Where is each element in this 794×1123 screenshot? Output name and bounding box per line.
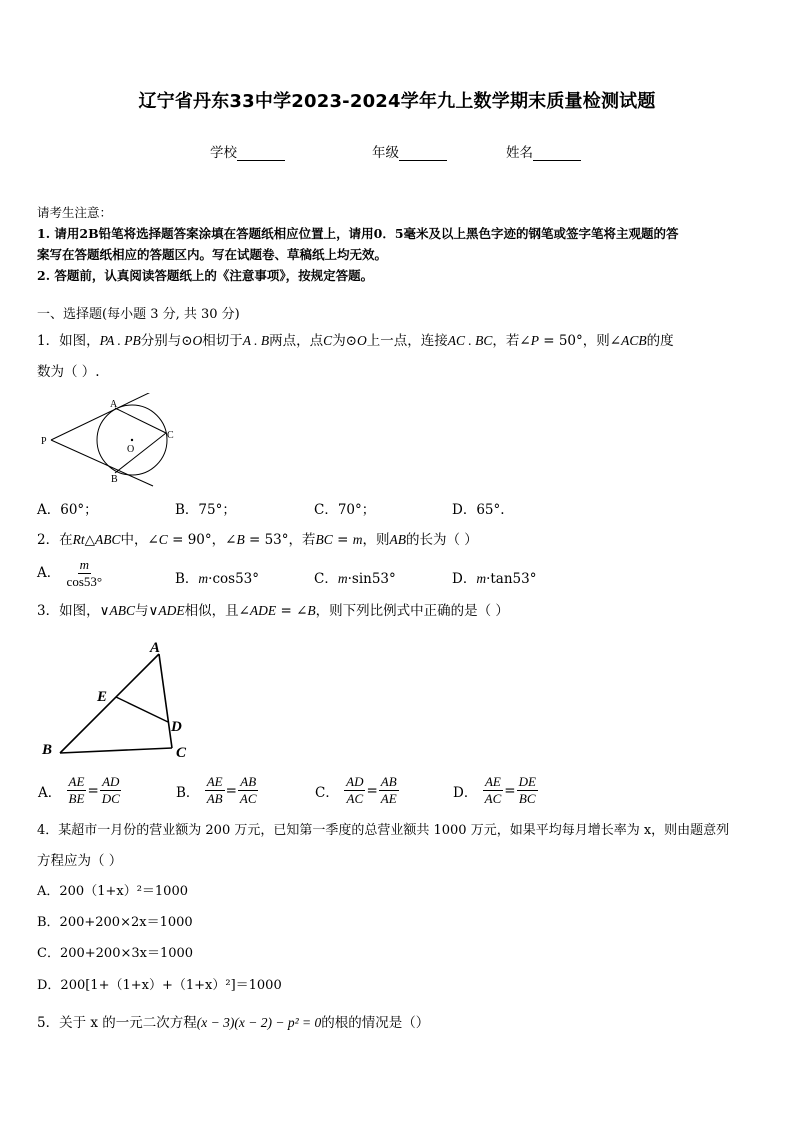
fraction [238, 774, 259, 807]
fraction-numerator: AE [206, 774, 223, 789]
label-d: D [171, 719, 182, 735]
q2-text: 的长为（ ） [405, 532, 478, 548]
q3-math: ∨ABC [99, 603, 135, 618]
name-field [506, 141, 581, 161]
fraction-numerator: AB [240, 774, 257, 789]
option-label: A． [38, 784, 62, 801]
notice-line-1: 1. 请用2B铅笔将选择题答案涂填在答题纸相应位置上，请用0．5毫米及以上黑色字迹的钢笔或签字笔将主观题的答 [37, 226, 679, 241]
center-dot [131, 439, 133, 441]
q1-text: 的度 [646, 333, 674, 349]
q3-option-b[interactable] [175, 774, 259, 807]
q1-math: C [323, 333, 333, 348]
q2-option-a[interactable] [37, 557, 104, 590]
option-math: m [198, 571, 209, 586]
q2-math: Rt△ABC [72, 532, 121, 547]
side-ab [60, 654, 159, 753]
page-title: 辽宁省丹东33中学2023-2024学年九上数学期末质量检测试题 [138, 91, 656, 112]
fraction-numerator: AE [68, 774, 85, 789]
q5-text: 的根的情况是（） [321, 1015, 430, 1031]
q3-text: 与 [134, 603, 149, 619]
q2-math: B [236, 532, 245, 547]
chord-ac [115, 408, 166, 433]
fraction [517, 774, 538, 807]
tangent-pa [51, 393, 153, 440]
notice-line-2: 2. 答题前，认真阅读答题纸上的《注意事项》，按规定答题。 [37, 268, 374, 283]
q2-text: 中，∠ [120, 532, 159, 548]
q2-math: BC [315, 532, 333, 547]
q2-option-d[interactable] [452, 567, 536, 587]
fraction-denominator: AC [484, 791, 502, 806]
segment-de [116, 697, 168, 722]
notice-line-1b: 案写在答题纸相应的答题区内。写在试题卷、草稿纸上均无效。 [37, 247, 388, 262]
q1-text: 上一点，连接 [366, 333, 448, 349]
q2-math: C [158, 532, 168, 547]
fraction-numerator: AB [380, 774, 397, 789]
option-text: ·sin53° [347, 571, 396, 587]
q3-math: B [307, 603, 316, 618]
grade-blank [399, 146, 447, 161]
option-math: m [476, 571, 487, 586]
q5-text: 5．关于 x 的一元二次方程 [37, 1015, 197, 1031]
q1-option-d[interactable]: D．65°. [452, 502, 505, 518]
school-blank [237, 146, 285, 161]
q5-math: (x − 3)(x − 2) − p² = 0 [196, 1015, 322, 1030]
fraction-denominator: BC [518, 791, 536, 806]
q1-option-c[interactable]: C．70°； [314, 502, 376, 518]
q2-math: m [352, 532, 363, 547]
question-3 [37, 601, 509, 621]
q4-option-b[interactable]: B．200+200×2x＝1000 [37, 915, 193, 930]
q3-text: 3．如图， [37, 603, 100, 619]
chord-bc [115, 433, 166, 473]
option-label: B． [175, 571, 199, 587]
option-label: D． [453, 784, 478, 801]
q3-text: 相似，且∠ [184, 603, 250, 619]
q1-text: 为⊙ [332, 333, 357, 349]
q1-math: O [192, 333, 203, 348]
grade-field [372, 141, 447, 161]
option-math: m [337, 571, 348, 586]
fraction-denominator: DC [101, 791, 120, 806]
fraction-numerator: AE [484, 774, 501, 789]
label-c: C [176, 745, 187, 761]
label-b: B [42, 742, 53, 758]
fraction [67, 774, 87, 807]
fraction-numerator: AD [102, 774, 120, 789]
q2-text: = 90°，∠ [167, 532, 237, 548]
q1-text: = 50°，则∠ [538, 333, 622, 349]
q3-text: ，则下列比例式中正确的是（ ） [315, 603, 509, 619]
q1-math: P [530, 333, 539, 348]
q3-option-c[interactable] [314, 774, 399, 807]
label-b: B [111, 474, 118, 485]
question-4-line-1: 4．某超市一月份的营业额为 200 万元，已知第一季度的总营业额共 1000 万元，如果平均每月增长率为 x，则由题意列 [37, 823, 730, 838]
q2-math: AB [389, 532, 406, 547]
label-p: P [41, 436, 47, 447]
q2-text: = 53°，若 [244, 532, 316, 548]
equals-sign: = [87, 782, 99, 799]
q1-option-a[interactable]: A．60°； [37, 502, 98, 518]
q1-text: ，若∠ [492, 333, 531, 349]
q2-option-b[interactable] [175, 567, 259, 587]
q2-option-c[interactable] [314, 567, 396, 587]
q1-math: ACB [621, 333, 647, 348]
q1-text: 两点，点 [269, 333, 324, 349]
q2-text: ，则 [362, 532, 390, 548]
label-o: O [127, 444, 135, 455]
q3-math: ∨ADE [148, 603, 185, 618]
q1-text: 相切于 [202, 333, 243, 349]
label-a: A [110, 399, 118, 410]
q4-option-c[interactable]: C．200+200×3x＝1000 [37, 946, 194, 961]
fraction [379, 774, 399, 807]
fraction-denominator: BE [68, 791, 85, 806]
section-heading: 一、选择题(每小题 3 分, 共 30 分) [37, 307, 240, 322]
q3-option-a[interactable] [37, 774, 122, 807]
fraction-denominator: AC [239, 791, 257, 806]
question-2 [37, 530, 478, 550]
q2-text: = [332, 532, 353, 548]
option-label: C． [315, 784, 339, 801]
option-label: C． [314, 571, 338, 587]
question-1-line-2: 数为（ ）. [37, 364, 100, 380]
school-field [210, 141, 285, 161]
side-bc [60, 748, 172, 753]
option-text: ·cos53° [208, 571, 260, 587]
q1-math: O [357, 333, 367, 348]
fraction [65, 557, 105, 590]
fraction-numerator: DE [518, 774, 536, 789]
q3-math: ADE [249, 603, 277, 618]
q3-option-d[interactable] [452, 774, 538, 807]
q1-math: PA . PB [99, 333, 141, 348]
q3-figure [38, 636, 198, 764]
q1-math: A . B [242, 333, 270, 348]
q2-text: 2．在 [37, 532, 73, 548]
fraction-numerator: m [79, 557, 89, 572]
question-4-line-2: 方程应为（ ） [37, 853, 123, 869]
fraction [100, 774, 122, 807]
school-label: 学校 [210, 145, 237, 161]
fraction-denominator: cos53° [66, 574, 103, 589]
option-text: ·tan53° [486, 571, 537, 587]
fraction [205, 774, 225, 807]
fraction [483, 774, 504, 807]
q1-text: 1．如图， [37, 333, 100, 349]
grade-label: 年级 [372, 145, 399, 161]
fraction-denominator: AE [380, 791, 397, 806]
equals-sign: = [366, 782, 378, 799]
label-e: E [97, 689, 108, 705]
q1-option-b[interactable]: B．75°； [175, 502, 236, 518]
notice-heading: 请考生注意： [37, 205, 113, 220]
fraction-denominator: AB [206, 791, 223, 806]
fraction-denominator: AC [346, 791, 364, 806]
q3-text: = ∠ [276, 603, 308, 619]
label-c: C [167, 430, 174, 441]
question-5 [37, 1013, 429, 1033]
label-a: A [150, 640, 161, 656]
q4-option-a[interactable]: A．200（1+x）²＝1000 [37, 884, 188, 899]
q4-option-d[interactable]: D．200[1+（1+x）+（1+x）²]＝1000 [37, 978, 282, 993]
option-label: A． [37, 565, 61, 581]
question-1 [37, 331, 674, 351]
q1-figure [38, 393, 178, 488]
option-label: B． [176, 784, 200, 801]
option-label: D． [452, 571, 477, 587]
equals-sign: = [225, 782, 237, 799]
name-blank [533, 146, 581, 161]
fraction [344, 774, 365, 807]
q1-text: 分别与⊙ [140, 333, 193, 349]
tangent-pb [51, 440, 153, 486]
q1-math: AC . BC [447, 333, 493, 348]
name-label: 姓名 [506, 145, 533, 161]
equals-sign: = [504, 782, 516, 799]
fraction-numerator: AD [346, 774, 364, 789]
